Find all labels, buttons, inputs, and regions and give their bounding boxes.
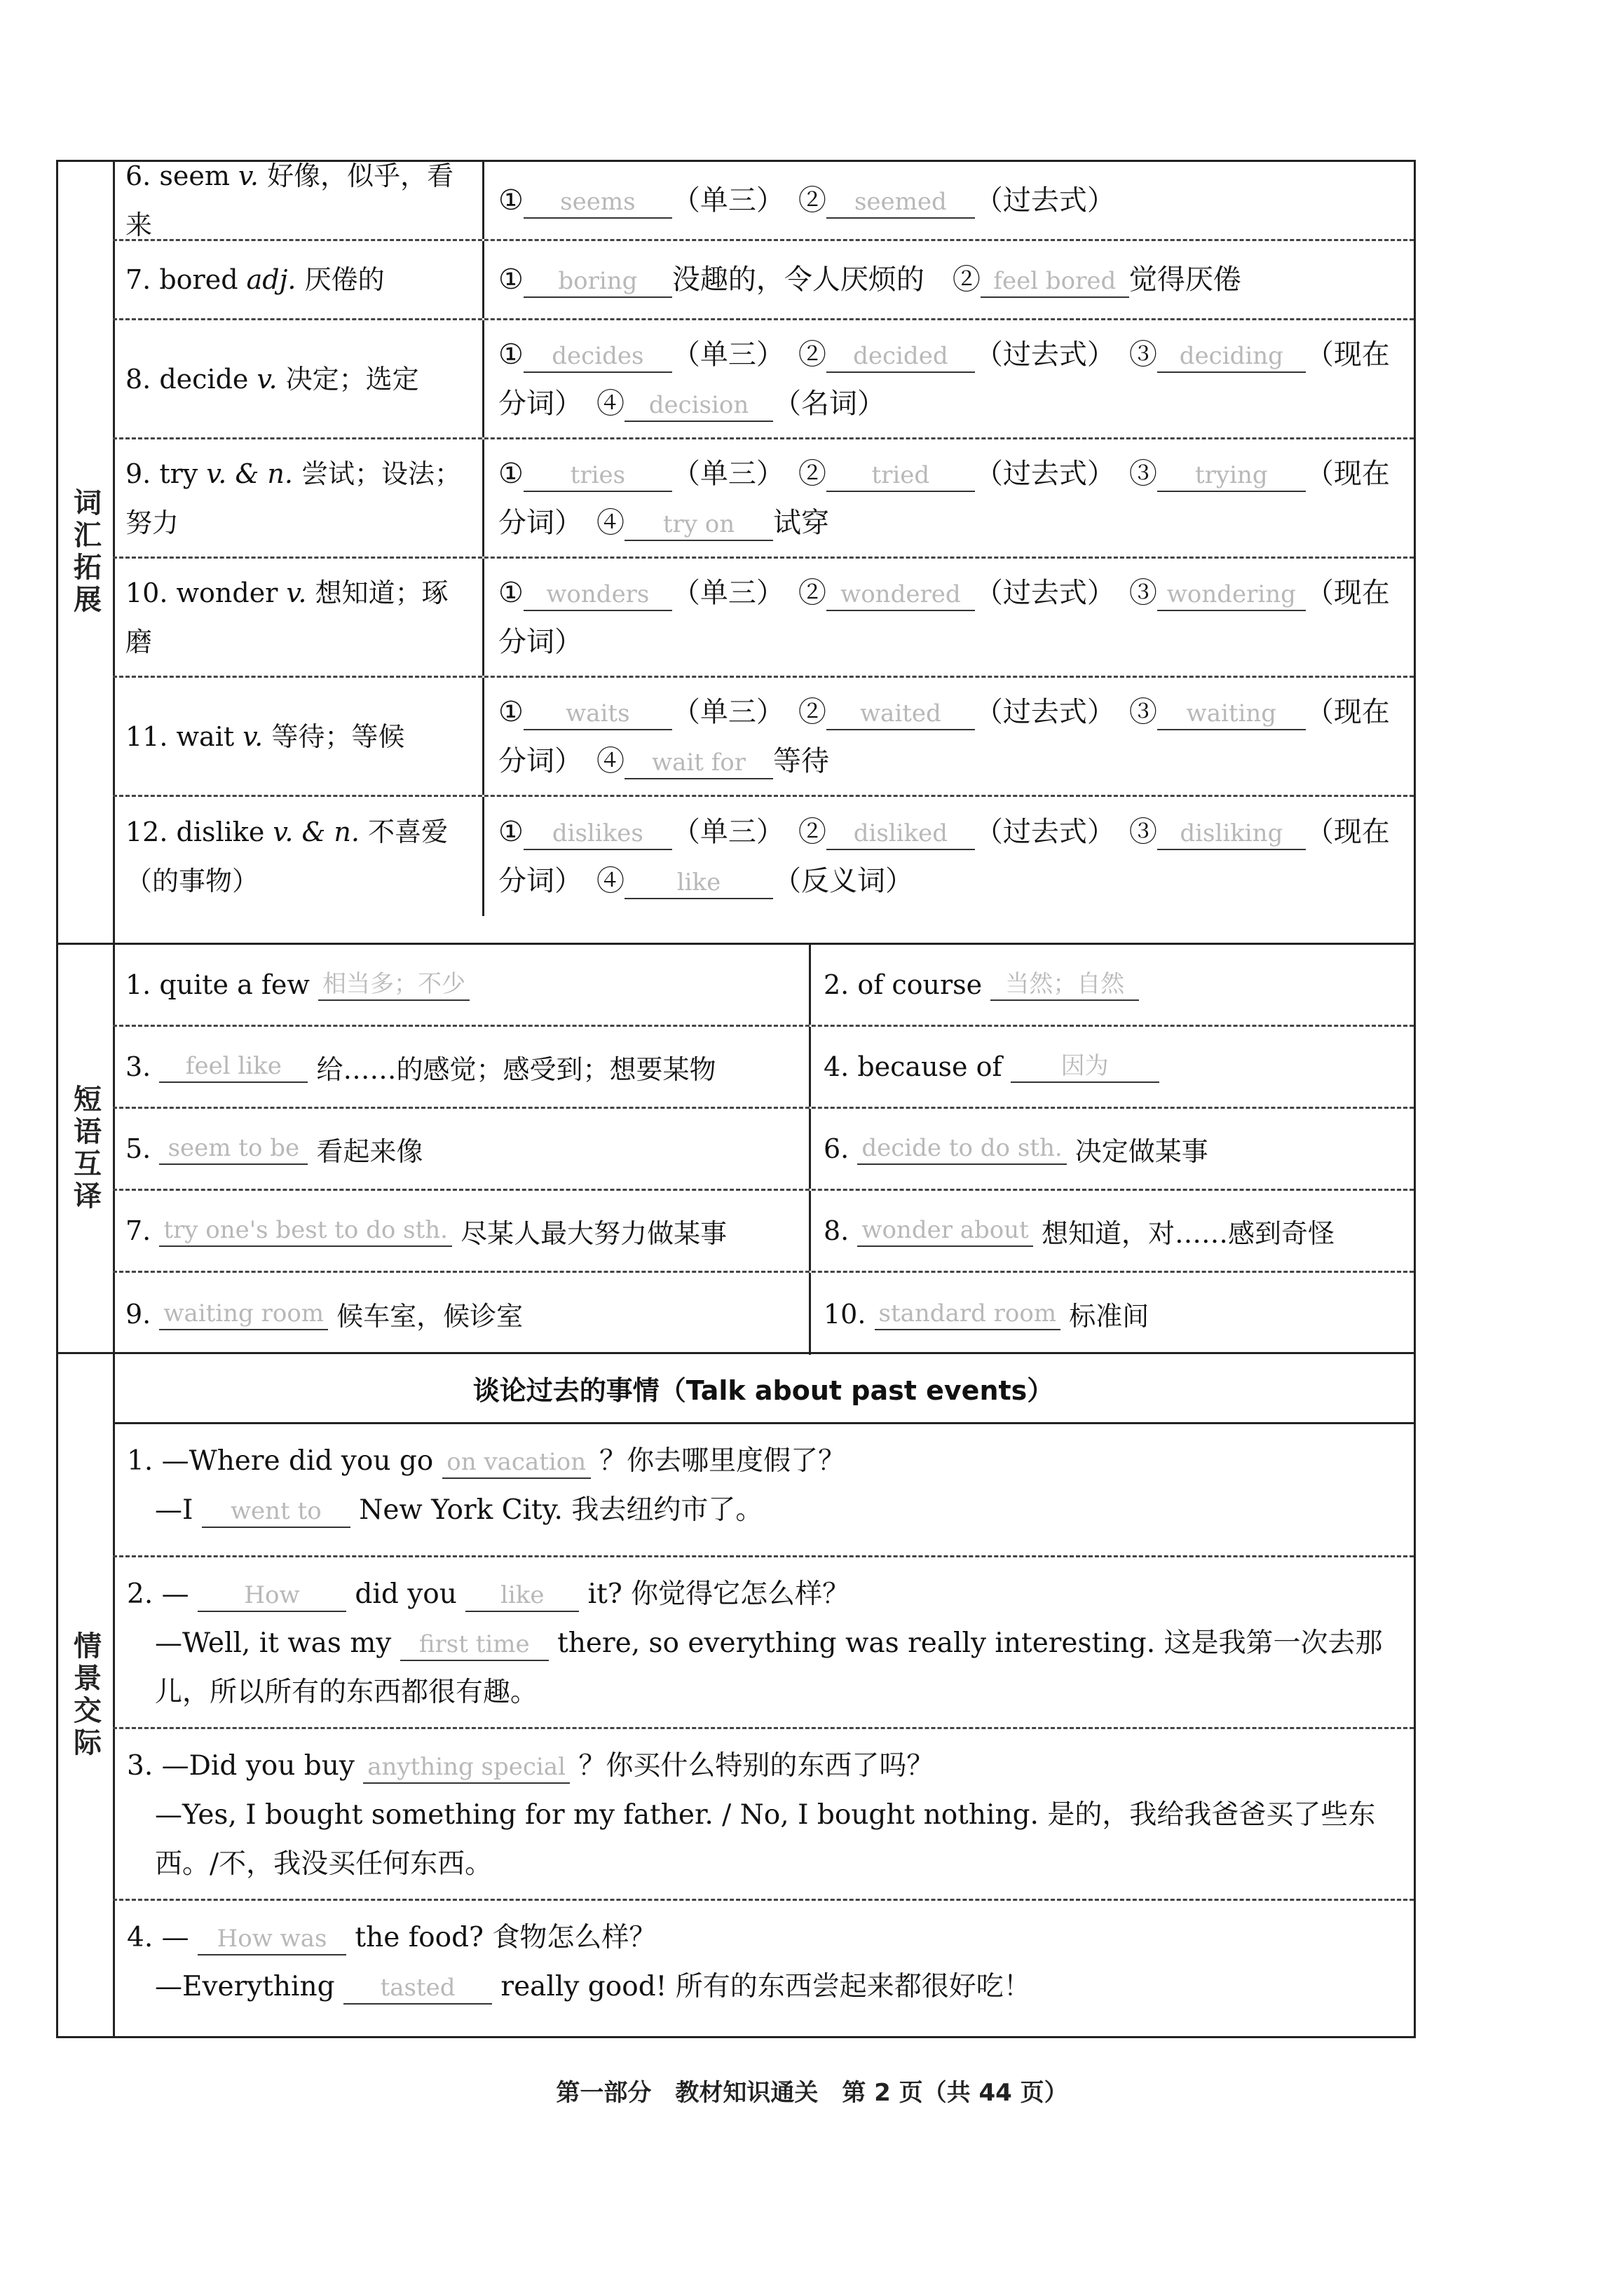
- vocab-forms-cell: [484, 797, 1414, 916]
- vocab-row: [113, 162, 1414, 241]
- form-label: （单三）: [671, 184, 770, 217]
- answer-blank: tries: [524, 460, 672, 492]
- answer-blank: waiting room: [159, 1298, 328, 1330]
- forms-list: [498, 255, 1269, 304]
- form-number: ②: [952, 264, 981, 296]
- vocab-word-cell: [113, 439, 484, 557]
- form-number: ①: [498, 457, 524, 490]
- dialogue-text: —Yes, I bought something for my father. / No, I bought nothing. 是的，我给我爸爸买了些东西。/不，我没买任何东西。: [155, 1799, 1376, 1880]
- phrase-row: [113, 1191, 1414, 1273]
- answer-blank: seemed: [826, 186, 975, 219]
- form-number: ①: [498, 816, 524, 848]
- vocab-word-cell: [113, 162, 484, 239]
- answer-blank: standard room: [875, 1298, 1061, 1330]
- vocab-row: [113, 797, 1414, 916]
- phrase-prompt: 9.: [125, 1298, 151, 1330]
- part-of-speech: v.: [243, 721, 264, 752]
- page-footer: 第一部分 教材知识通关 第 2 页（共 44 页）: [556, 2079, 1068, 2107]
- dialogue-line-question: [127, 1570, 1400, 1619]
- answer-blank: tried: [826, 460, 975, 492]
- phrase-cell: [113, 945, 811, 1025]
- forms-list: [498, 688, 1400, 786]
- dialogue-text: —Well, it was my: [155, 1627, 392, 1659]
- form-number: ④: [596, 387, 625, 420]
- answer-blank: waited: [826, 698, 975, 730]
- form-number: ②: [798, 816, 826, 848]
- vocab-entry: [125, 568, 470, 667]
- answer-blank: decides: [524, 341, 672, 373]
- vocab-entry: [125, 449, 470, 547]
- form-number: ②: [798, 457, 826, 490]
- answer-blank: anything special: [363, 1752, 570, 1784]
- form-label: 觉得厌倦: [1128, 264, 1241, 296]
- form-number: ②: [798, 338, 826, 371]
- vocab-meaning: 想知道；琢磨: [125, 577, 449, 657]
- phrase-row: [113, 1109, 1414, 1191]
- form-label: （单三）: [671, 695, 770, 728]
- form-label: （过去式）: [974, 695, 1101, 728]
- form-label: （过去式）: [974, 457, 1101, 490]
- phrase-row: [113, 1027, 1414, 1109]
- form-label: （单三）: [671, 576, 770, 609]
- form-number: ①: [498, 264, 524, 296]
- form-label: （现在分词）: [498, 816, 1390, 897]
- vocab-row: [113, 439, 1414, 559]
- answer-blank: disliked: [826, 818, 975, 850]
- answer-blank: seem to be: [159, 1133, 308, 1165]
- phrase-meaning: 看起来像: [316, 1135, 423, 1167]
- dialogue-line-answer: [127, 1962, 1400, 2012]
- phrase-cell: [113, 1027, 811, 1107]
- phrase-prompt: 1. quite a few: [125, 969, 310, 1000]
- answer-blank: trying: [1157, 460, 1306, 492]
- vocab-row: [113, 559, 1414, 678]
- dialogue-text: ？你买什么特别的东西了吗？: [578, 1750, 934, 1782]
- answer-blank: deciding: [1157, 341, 1306, 373]
- phrase-cell: [113, 1273, 811, 1355]
- vocab-side-label: 词汇拓展: [58, 162, 115, 943]
- form-label: （过去式）: [974, 576, 1101, 609]
- answer-blank: 相当多；不少: [318, 969, 470, 1001]
- answer-blank: wondered: [826, 579, 975, 611]
- dialogue-section: [56, 1352, 1416, 2038]
- phrase-section: [56, 943, 1416, 1354]
- vocab-forms-cell: [484, 241, 1414, 318]
- form-number: ③: [1128, 816, 1157, 848]
- vocab-entry: [125, 355, 419, 404]
- form-number: ②: [798, 576, 826, 609]
- form-label: （现在分词）: [498, 695, 1390, 777]
- form-label: （过去式）: [974, 184, 1101, 217]
- form-label: （反义词）: [773, 865, 899, 897]
- phrase-meaning: 标准间: [1069, 1301, 1149, 1332]
- vocab-entry: [125, 807, 470, 906]
- form-label: （单三）: [671, 338, 770, 371]
- answer-blank: disliking: [1157, 818, 1306, 850]
- vocab-meaning: 决定；选定: [285, 363, 419, 395]
- vocab-section: [56, 160, 1416, 945]
- vocab-forms-cell: [484, 678, 1414, 795]
- form-label: （单三）: [671, 816, 770, 848]
- form-number: ④: [596, 506, 625, 539]
- answer-blank: How: [198, 1580, 346, 1612]
- phrase-prompt: 6.: [824, 1133, 849, 1164]
- form-number: ③: [1128, 576, 1157, 609]
- form-number: ④: [596, 865, 625, 897]
- phrase-prompt: 2. of course: [824, 969, 983, 1000]
- answer-blank: decide to do sth.: [857, 1133, 1066, 1165]
- forms-list: [498, 807, 1400, 906]
- dialogue-text: New York City. 我去纽约市了。: [359, 1494, 763, 1526]
- dialogue-text: did you: [355, 1578, 457, 1610]
- answer-blank: 因为: [1011, 1051, 1159, 1083]
- vocab-row: [113, 678, 1414, 797]
- dialogue-title: 谈论过去的事情（Talk about past events）: [472, 1375, 1054, 1406]
- form-number: ③: [1128, 338, 1157, 371]
- vocab-word: 9. try: [125, 458, 198, 489]
- answer-blank: went to: [202, 1496, 350, 1528]
- vocab-meaning: 尝试；设法；努力: [125, 458, 462, 538]
- form-label: （名词）: [773, 387, 871, 420]
- phrase-cell: [811, 945, 1414, 1025]
- worksheet: [56, 160, 1416, 2038]
- forms-list: [498, 568, 1400, 667]
- form-number: ③: [1128, 457, 1157, 490]
- form-label: （单三）: [671, 457, 770, 490]
- dialogue-text: 4. —: [127, 1922, 189, 1953]
- phrase-prompt: 10.: [824, 1298, 866, 1330]
- phrase-prompt: 7.: [125, 1215, 151, 1246]
- part-of-speech: v.: [238, 161, 259, 191]
- answer-blank: first time: [400, 1629, 549, 1661]
- form-label: （过去式）: [974, 338, 1101, 371]
- vocab-meaning: 厌倦的: [304, 264, 385, 295]
- dialogue-item: [113, 1424, 1414, 1557]
- answer-blank: dislikes: [524, 818, 672, 850]
- dialogue-text: ？你去哪里度假了？: [599, 1445, 846, 1477]
- dialogue-text: 3. —Did you buy: [127, 1750, 355, 1782]
- vocab-meaning: 不喜爱（的事物）: [125, 817, 449, 896]
- vocab-word: 12. dislike: [125, 817, 265, 847]
- answer-blank: like: [625, 867, 773, 899]
- answer-blank: tasted: [343, 1972, 492, 2005]
- dialogue-text: —Everything: [155, 1971, 335, 2002]
- answer-blank: try one's best to do sth.: [159, 1215, 452, 1247]
- form-label: 没趣的，令人厌烦的: [671, 264, 924, 296]
- dialogue-item: [113, 1557, 1414, 1729]
- dialogue-text: really good! 所有的东西尝起来都很好吃！: [500, 1971, 1031, 2002]
- phrase-row: [113, 945, 1414, 1027]
- vocab-word-cell: [113, 320, 484, 437]
- answer-blank: wait for: [625, 747, 773, 779]
- vocab-word-cell: [113, 559, 484, 676]
- forms-list: [498, 330, 1400, 428]
- vocab-forms-cell: [484, 559, 1414, 676]
- answer-blank: try on: [625, 509, 773, 541]
- vocab-word: 8. decide: [125, 363, 249, 395]
- phrase-prompt: 3.: [125, 1051, 151, 1082]
- form-label: （现在分词）: [498, 576, 1390, 658]
- phrase-meaning: 候车室，候诊室: [336, 1301, 524, 1332]
- vocab-word: 6. seem: [125, 161, 230, 191]
- answer-blank: wonder about: [857, 1215, 1032, 1247]
- answer-blank: waits: [524, 698, 672, 730]
- vocab-forms-cell: [484, 162, 1414, 239]
- phrase-meaning: 想知道，对……感到奇怪: [1041, 1217, 1335, 1249]
- forms-list: [498, 449, 1400, 547]
- vocab-row: [113, 241, 1414, 320]
- vocab-entry: [125, 712, 404, 761]
- dialogue-text: the food? 食物怎么样？: [355, 1922, 657, 1953]
- phrase-cell: [811, 1273, 1414, 1355]
- part-of-speech: v. & n.: [206, 458, 293, 489]
- answer-blank: wondering: [1157, 579, 1306, 611]
- form-number: ①: [498, 695, 524, 728]
- phrase-row: [113, 1273, 1414, 1355]
- phrase-cell: [811, 1027, 1414, 1107]
- phrase-meaning: 给……的感觉；感受到；想要某物: [316, 1053, 716, 1085]
- vocab-word: 11. wait: [125, 721, 235, 752]
- answer-blank: boring: [524, 266, 672, 298]
- part-of-speech: adj.: [246, 264, 296, 295]
- dialogue-text: 2. —: [127, 1578, 189, 1610]
- answer-blank: 当然；自然: [990, 969, 1139, 1001]
- form-label: 等待: [773, 744, 829, 777]
- phrase-meaning: 尽某人最大努力做某事: [460, 1217, 728, 1249]
- phrase-side-label: 短语互译: [58, 945, 115, 1352]
- vocab-row: [113, 320, 1414, 439]
- answer-blank: seems: [524, 186, 672, 219]
- dialogue-title-row: [113, 1354, 1414, 1424]
- form-label: （现在分词）: [498, 457, 1390, 539]
- vocab-entry: [125, 151, 470, 250]
- dialogue-line-answer: [127, 1791, 1400, 1889]
- vocab-forms-cell: [484, 439, 1414, 557]
- vocab-entry: [125, 255, 385, 304]
- vocab-forms-cell: [484, 320, 1414, 437]
- form-number: ②: [798, 184, 826, 217]
- dialogue-line-answer: [127, 1619, 1400, 1717]
- part-of-speech: v.: [257, 363, 278, 395]
- form-number: ①: [498, 576, 524, 609]
- dialogue-text: it? 你觉得它怎么样？: [587, 1578, 850, 1610]
- form-number: ②: [798, 695, 826, 728]
- vocab-meaning: 好像，似乎，看来: [125, 161, 454, 240]
- vocab-word: 7. bored: [125, 264, 238, 295]
- form-label: 试穿: [773, 506, 829, 539]
- form-number: ①: [498, 338, 524, 371]
- answer-blank: wonders: [524, 579, 672, 611]
- phrase-prompt: 8.: [824, 1215, 849, 1246]
- answer-blank: on vacation: [442, 1447, 591, 1479]
- answer-blank: decision: [625, 390, 773, 422]
- dialogue-line-question: [127, 1742, 1400, 1791]
- answer-blank: decided: [826, 341, 975, 373]
- phrase-cell: [113, 1191, 811, 1271]
- dialogue-line-answer: [127, 1486, 1400, 1535]
- dialogue-item: [113, 1901, 1414, 2038]
- answer-blank: feel like: [159, 1051, 308, 1083]
- form-number: ④: [596, 744, 625, 777]
- dialogue-text: 1. —Where did you go: [127, 1445, 434, 1477]
- vocab-word-cell: [113, 797, 484, 916]
- answer-blank: like: [465, 1580, 579, 1612]
- part-of-speech: v. & n.: [273, 817, 360, 847]
- vocab-word: 10. wonder: [125, 577, 278, 608]
- answer-blank: waiting: [1157, 698, 1306, 730]
- answer-blank: feel bored: [981, 266, 1129, 298]
- phrase-cell: [113, 1109, 811, 1189]
- part-of-speech: v.: [286, 577, 307, 608]
- dialogue-side-label: 情景交际: [58, 1354, 115, 2036]
- dialogue-text: —I: [155, 1494, 193, 1526]
- form-number: ①: [498, 184, 524, 217]
- phrase-prompt: 5.: [125, 1133, 151, 1164]
- phrase-cell: [811, 1109, 1414, 1189]
- answer-blank: How was: [198, 1923, 346, 1955]
- form-label: （现在分词）: [498, 338, 1390, 420]
- dialogue-line-question: [127, 1437, 1400, 1486]
- phrase-meaning: 决定做某事: [1074, 1135, 1208, 1167]
- vocab-word-cell: [113, 678, 484, 795]
- dialogue-line-question: [127, 1913, 1400, 1962]
- forms-list: [498, 176, 1129, 225]
- vocab-word-cell: [113, 241, 484, 318]
- phrase-prompt: 4. because of: [824, 1051, 1002, 1082]
- dialogue-item: [113, 1729, 1414, 1901]
- dialogue-text: there, so everything was really interesting. 这是我第一次去那儿，所以所有的东西都很有趣。: [155, 1627, 1383, 1708]
- form-label: （过去式）: [974, 816, 1101, 848]
- vocab-meaning: 等待；等候: [271, 721, 405, 752]
- phrase-cell: [811, 1191, 1414, 1271]
- form-number: ③: [1128, 695, 1157, 728]
